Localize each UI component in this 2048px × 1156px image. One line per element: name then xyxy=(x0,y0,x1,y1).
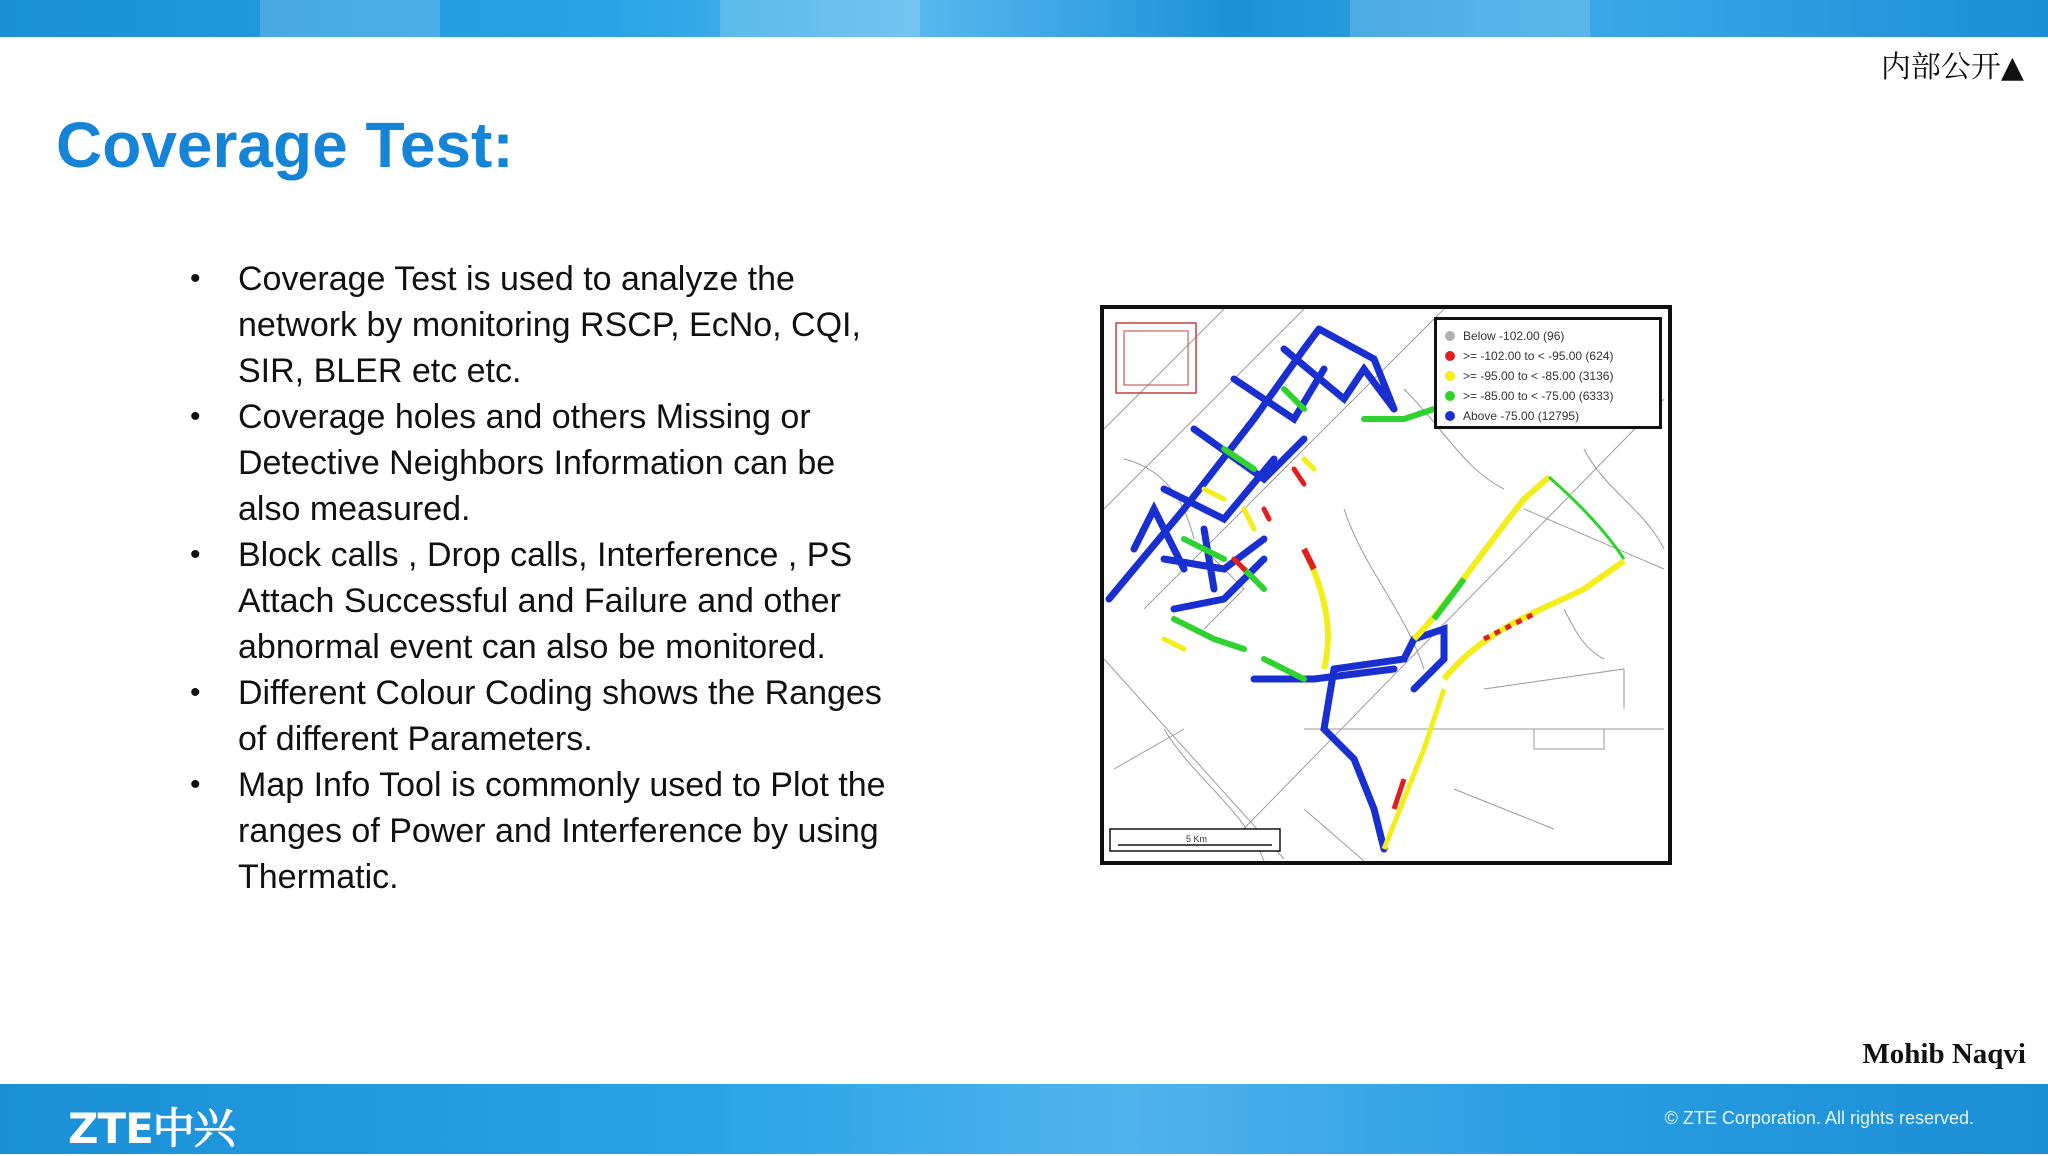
bullet-glyph: • xyxy=(190,676,201,709)
legend-row xyxy=(1445,406,1651,426)
legend-label: Below -102.00 (96) xyxy=(1463,329,1565,343)
scale-label: 5 Km xyxy=(1186,834,1208,844)
zte-logo: ZTE中兴 xyxy=(68,1104,235,1153)
bottom-banner xyxy=(0,1084,2048,1154)
legend-swatch xyxy=(1445,411,1455,421)
bullet-text: Different Colour Coding shows the Ranges of different Parameters. xyxy=(238,674,882,758)
classification-label: 内部公开▲ xyxy=(1880,50,2024,85)
legend-label: >= -85.00 to < -75.00 (6333) xyxy=(1463,389,1614,403)
bullet-item xyxy=(190,670,890,762)
bullet-glyph: • xyxy=(190,768,201,801)
bullet-glyph: • xyxy=(190,538,201,571)
bullet-text: Block calls , Drop calls, Interference , PS Attach Successful and Failure and other abnormal event can also be monitored. xyxy=(238,536,853,666)
coverage-map xyxy=(1100,305,1672,865)
bullet-text: Coverage Test is used to analyze the network by monitoring RSCP, EcNo, CQI, SIR, BLER etc etc. xyxy=(238,260,861,390)
bullet-text: Map Info Tool is commonly used to Plot the ranges of Power and Interference by using Thermatic. xyxy=(238,766,886,896)
bullet-text: Coverage holes and others Missing or Detective Neighbors Information can be also measured. xyxy=(238,398,836,528)
bullet-item xyxy=(190,394,890,532)
map-legend xyxy=(1434,317,1662,429)
top-banner xyxy=(0,0,2048,37)
legend-label: Above -75.00 (12795) xyxy=(1463,409,1580,423)
legend-row xyxy=(1445,326,1651,346)
bullet-item xyxy=(190,762,890,900)
slide-title: Coverage Test: xyxy=(56,109,514,181)
bullet-list xyxy=(190,256,890,900)
copyright-notice: © ZTE Corporation. All rights reserved. xyxy=(1664,1108,1974,1128)
bullet-glyph: • xyxy=(190,262,201,295)
author-name: Mohib Naqvi xyxy=(1862,1038,2026,1070)
legend-row xyxy=(1445,346,1651,366)
bullet-item xyxy=(190,256,890,394)
banner-highlight xyxy=(1350,0,1590,37)
bullet-glyph: • xyxy=(190,400,201,433)
legend-label: >= -102.00 to < -95.00 (624) xyxy=(1463,349,1614,363)
legend-label: >= -95.00 to < -85.00 (3136) xyxy=(1463,369,1614,383)
bullet-item xyxy=(190,532,890,670)
legend-swatch xyxy=(1445,351,1455,361)
legend-row xyxy=(1445,366,1651,386)
legend-row xyxy=(1445,386,1651,406)
legend-swatch xyxy=(1445,391,1455,401)
legend-swatch xyxy=(1445,331,1455,341)
legend-swatch xyxy=(1445,371,1455,381)
banner-highlight xyxy=(260,0,440,37)
banner-highlight xyxy=(720,0,920,37)
